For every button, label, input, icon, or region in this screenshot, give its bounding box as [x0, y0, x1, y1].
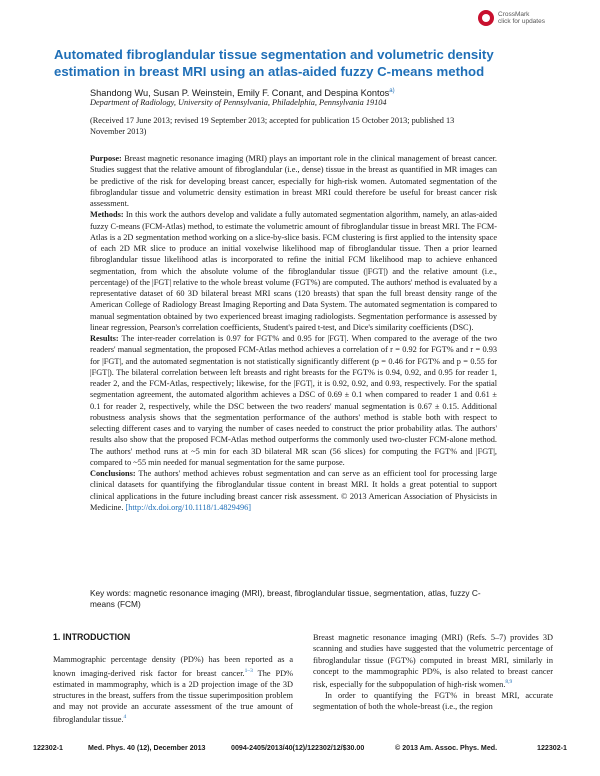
footer-copyright: © 2013 Am. Assoc. Phys. Med. — [395, 744, 498, 752]
crossmark-badge[interactable] — [478, 8, 552, 30]
intro-text-2: The PD% estimated in mammography, which is a 2D projection image of the 3D structures in the breast, suffers from the tissue superimposition problem and may not provide an accurate assessment of the true amount of fibroglandular tissue. — [53, 668, 293, 725]
intro-paragraph — [53, 654, 293, 725]
right-paragraph-2: In order to quantifying the FGT% in breast MRI, accurate segmentation of both the whole-breast (i.e., the region — [313, 691, 553, 712]
doi-link[interactable]: [http://dx.doi.org/10.1118/1.4829496] — [125, 502, 252, 512]
footer-issn: 0094-2405/2013/40(12)/122302/12/$30.00 — [231, 744, 365, 752]
abstract — [90, 153, 497, 513]
conclusions-text: The authors' method achieves robust segmentation and can serve as an efficient tool for processing large clinical datasets for quantifying the fibroglandular tissue content in breast MRI. It holds a great potential to support clinical applications in the future including breast cancer risk assessment. — [90, 469, 497, 501]
left-column — [53, 632, 293, 725]
author-names: Shandong Wu, Susan P. Weinstein, Emily F. Conant, and Despina Kontos — [90, 88, 390, 99]
methods-label: Methods: — [90, 210, 124, 220]
intro-text-1: Mammographic percentage density (PD%) has been reported as a known imaging-derived risk factor for breast cancer. — [53, 655, 293, 678]
abstract-purpose — [90, 153, 497, 209]
purpose-text: Breast magnetic resonance imaging (MRI) plays an important role in the clinical management of breast cancer. Studies suggest that the relative amount of fibroglandular (i.e., dense) tissue in the breast as quantified in MR images can be predictive of the risk for developing breast cancer, especially for high-risk women. Automated segmentation of the fibroglandular tissue and volumetric density estimation in breast MRI could therefore be useful for breast cancer risk assessment. — [90, 154, 498, 208]
crossmark-label: CrossMark — [498, 11, 530, 18]
reference-link[interactable]: 4 — [123, 714, 127, 721]
abstract-methods — [90, 209, 497, 333]
right-paragraph-1 — [313, 632, 553, 690]
affiliation: Department of Radiology, University of Pennsylvania, Philadelphia, Pennsylvania 19104 — [90, 98, 387, 107]
reference-link[interactable]: 1–3 — [244, 667, 253, 674]
methods-text: In this work the authors develop and validate a fully automated segmentation algorithm, namely, an atlas-aided fuzzy C-means (FCM-Atlas) method, to estimate the volumetric amount of fibroglandular tissue in breast MRI. The FCM-Atlas is a 2D segmentation method working on a slice-by-slice basis. FCM clustering is first applied to the intensity space of each 2D MR slice to produce an initial voxelwise likelihood map of fibroglandular tissue. Then a prior learned fibroglandular tissue likelihood atlas is incorporated to refine the initial FCM likelihood map to achieve enhanced segmentation, from which the absolute volume of the fibroglandular tissue (|FGT|) and the relative amount (i.e., percentage) of the |FGT| relative to the whole breast volume (FGT%) are computed. The authors' method is evaluated by a representative dataset of 60 3D bilateral breast MRI scans (120 breasts) that span the full breast density range of the American College of Radiology Breast Imaging Reporting and Data System. The automated segmentation is compared to manual segmentation obtained by two experienced breast imaging radiologists. Segmentation performance is assessed by linear regression, Pearson's correlation coefficients, Student's paired t-test, and Dice's similarity coefficients (DSC). — [90, 210, 497, 332]
conclusions-label: Conclusions: — [90, 469, 136, 478]
crossmark-sublabel: click for updates — [498, 18, 545, 25]
section-heading-introduction: 1. INTRODUCTION — [53, 632, 131, 642]
footer-page-right: 122302-1 — [537, 744, 567, 752]
author-footnote-mark[interactable]: a) — [389, 88, 395, 94]
footer-page-left: 122302-1 — [33, 744, 63, 752]
abstract-conclusions — [90, 468, 497, 513]
abstract-copyright: © 2013 American Association of Physicists in Medicine. — [90, 491, 497, 512]
article-title: Automated fibroglandular tissue segmentation and volumetric density estimation in breast MRI using an atlas-aided fuzzy C-means method — [54, 47, 494, 79]
right-text-1: Breast magnetic resonance imaging (MRI) (Refs. 5–7) provides 3D scanning and studies have suggested that the volumetric percentage of fibroglandular tissue (FGT%) computed in breast MRI, similarly in concept to the mammographic PD%, is also related to breast cancer risk, especially for the subpopulation of high-risk women. — [313, 633, 553, 689]
footer-journal: Med. Phys. 40 (12), December 2013 — [88, 744, 206, 752]
keywords: Key words: magnetic resonance imaging (MRI), breast, fibroglandular tissue, segmentation, atlas, fuzzy C-means (FCM) — [90, 588, 481, 610]
crossmark-icon — [478, 10, 494, 26]
crossmark-text — [498, 11, 545, 25]
publication-history: (Received 17 June 2013; revised 19 September 2013; accepted for publication 15 October 2013; published 13 November 2013) — [90, 116, 455, 137]
reference-link[interactable]: 8,9 — [505, 679, 513, 685]
results-label: Results: — [90, 334, 119, 343]
abstract-results — [90, 333, 497, 468]
right-column — [313, 632, 553, 713]
results-text: The inter-reader correlation is 0.97 for FGT% and 0.95 for |FGT|. When compared to the average of the two readers' manual segmentation, the proposed FCM-Atlas method achieves a correlation of r = 0.92 for FGT% and r = 0.93 for |FGT|, and the automated segmentation is not statistically significantly different (p = 0.46 for FGT% and p = 0.55 for |FGT|). The bilateral correlation between left breasts and right breasts for the FGT% is 0.94, 0.92, and 0.95 for reader 1, reader 2, and the FCM-Atlas, respectively; likewise, for the |FGT|, it is 0.92, 0.92, and 0.93, respectively. For the spatial segmentation agreement, the automated algorithm achieves a DSC of 0.69 ± 0.1 when compared to reader 1 and 0.61 ± 0.1 for reader 2, respectively, while the DSC between the two readers' manual segmentation is 0.67 ± 0.15. Additional robustness analysis shows that the segmentation performance of the authors' method is stable both with respect to selecting different cases and to varying the number of cases needed to construct the prior probability atlas. The authors' results also show that the proposed FCM-Atlas method outperforms the commonly used two-cluster FCM-alone method. The authors' method runs at ~5 min for each 3D bilateral MR scan (56 slices) for computing the FGT% and |FGT|, compared to ~55 min needed for manual segmentation for the same purpose. — [90, 334, 497, 467]
purpose-label: Purpose: — [90, 154, 122, 163]
